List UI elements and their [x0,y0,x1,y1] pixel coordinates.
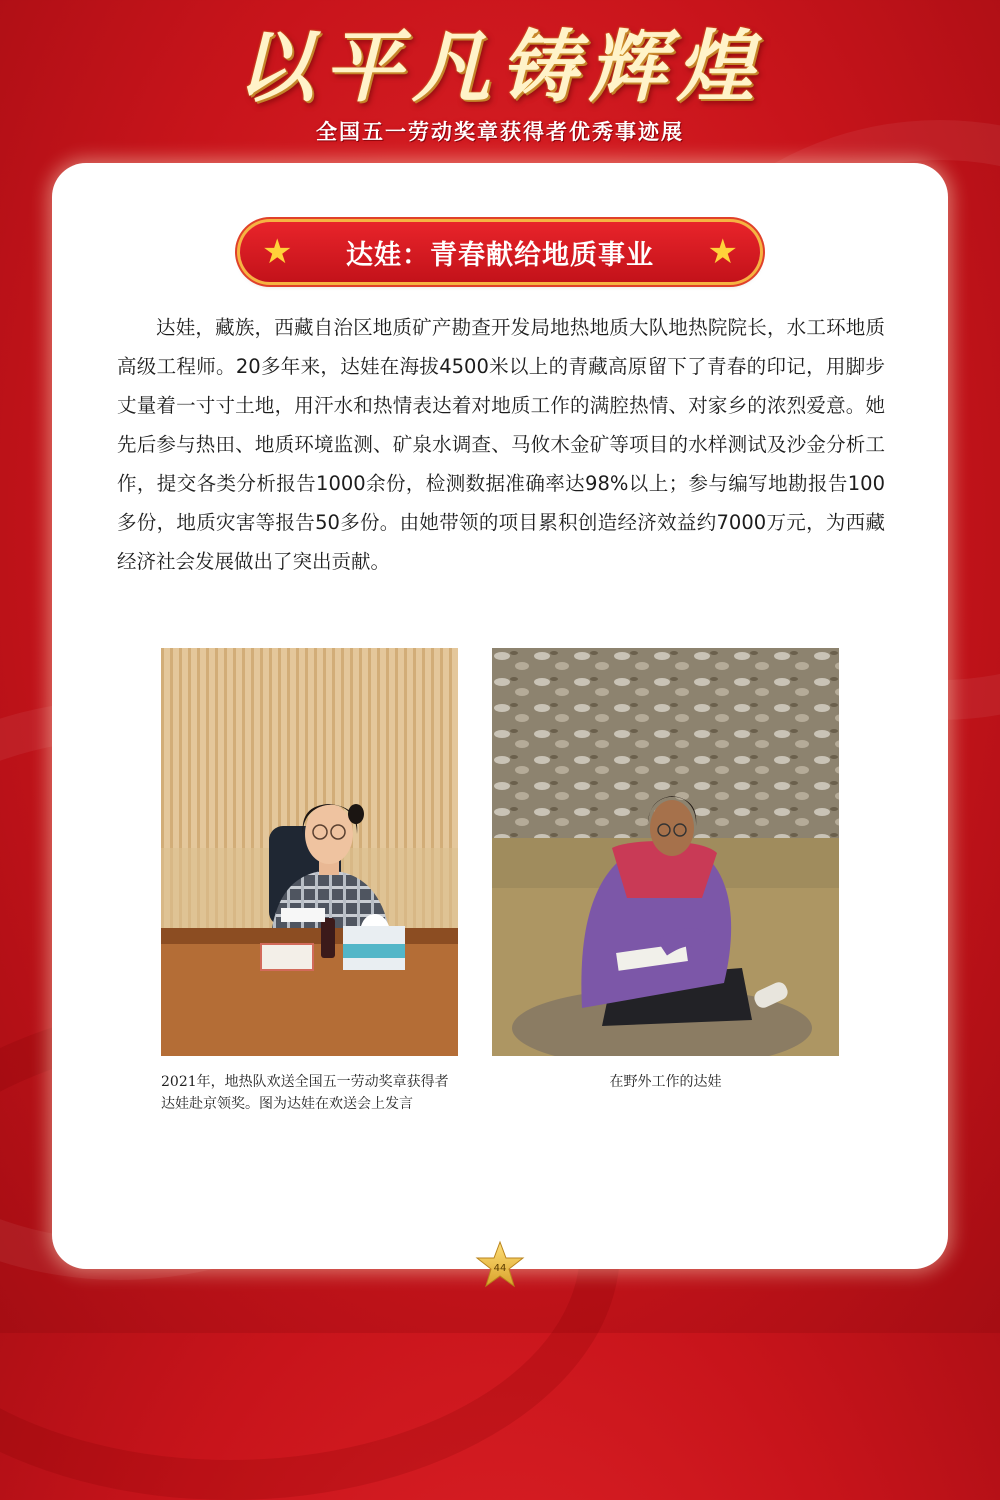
field-work-photo [492,648,839,1056]
photo-caption: 2021年，地热队欢送全国五一劳动奖章获得者达娃赴京领奖。图为达娃在欢送会上发言 [161,1074,449,1112]
photo-caption: 在野外工作的达娃 [609,1074,722,1090]
star-icon: ★ [707,232,738,272]
field-work-photo-illustration [492,648,839,1056]
headline-text: 达娃：青春献给地质事业 [346,239,654,271]
page-number: 44 [493,1263,507,1274]
banner-subtitle: 全国五一劳动奖章获得者优秀事迹展 [316,119,684,144]
headline-ribbon [240,222,760,282]
article-body: 达娃，藏族，西藏自治区地质矿产勘查开发局地热地质大队地热院院长，水工环地质高级工程师。20多年来，达娃在海拔4500米以上的青藏高原留下了青春的印记，用脚步丈量着一寸寸土地，用汗水和热情表达着对地质工作的满腔热情、对家乡的浓烈爱意。她先后参与热田、地质环境监测、矿泉水调查、马攸木金矿等项目的水样测试及沙金分析工作，提交各类分析报告1000余份，检测数据准确率达98%以上；参与编写地勘报告100多份，地质灾害等报告50多份。由她带领的项目累积创造经济效益约7000万元，为西藏经济社会发展做出了突出贡献。 [117,316,885,573]
meeting-photo [161,648,458,1056]
meeting-photo-illustration [161,648,458,1056]
star-icon: ★ [262,232,293,272]
banner-title: 以平凡铸辉煌 [235,22,764,113]
